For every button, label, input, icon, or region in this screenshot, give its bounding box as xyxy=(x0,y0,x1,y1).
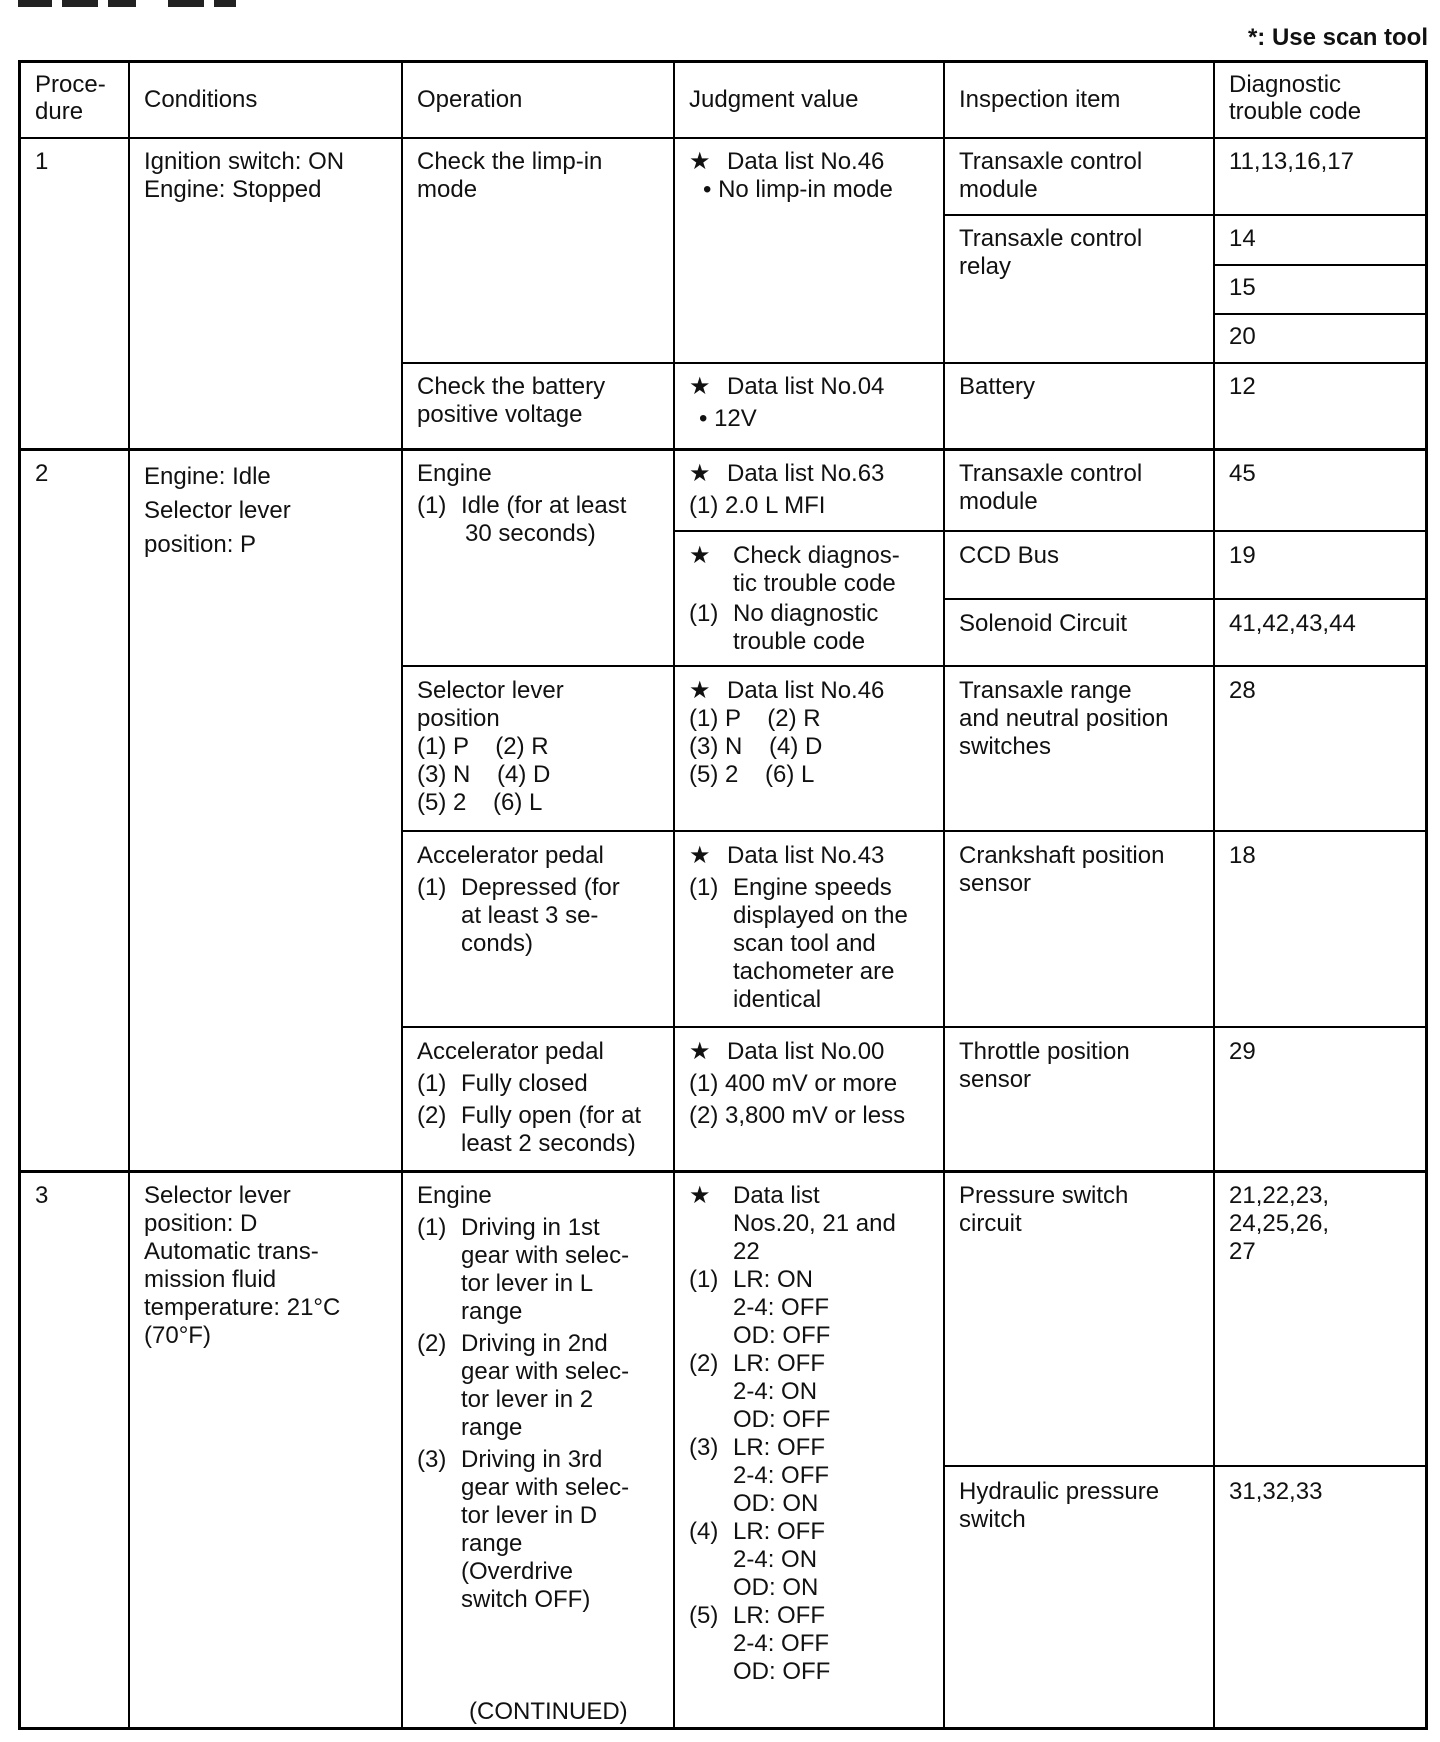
star-icon: ★ xyxy=(689,842,711,869)
procedure-2-operation-accel-depressed: Accelerator pedal (1) Depressed (for at least 3 se- conds) xyxy=(417,842,620,957)
procedure-2-inspection-solenoid: Solenoid Circuit xyxy=(959,610,1128,637)
procedure-2-operation-accel-closed-open: Accelerator pedal (1) Fully closed (2) Fully open (for at least 2 seconds) xyxy=(417,1038,642,1157)
procedure-1-inspection-tcm: Transaxle control module xyxy=(959,148,1143,203)
procedure-2-inspection-range-switch: Transaxle range and neutral position switches xyxy=(959,677,1169,760)
procedure-2-conditions: Engine: Idle Selector lever position: P xyxy=(144,463,291,558)
procedure-2-dtc-range-switch: 28 xyxy=(1229,677,1256,704)
procedure-2-dtc-solenoid: 41,42,43,44 xyxy=(1229,610,1356,637)
procedure-2-judgment-throttle: ★ Data list No.00 (1) 400 mV or more (2) 3,800 mV or less xyxy=(689,1038,906,1129)
procedure-2-inspection-throttle: Throttle position sensor xyxy=(959,1038,1130,1093)
procedure-3-operation-driving: Engine (1) Driving in 1st gear with selec- tor lever in L range (2) Driving in 2nd gear with selec- tor lever in 2 range (3) Driving in 3rd gear with selec- tor lever in D range (Overdrive switch OFF) xyxy=(417,1182,630,1613)
header-judgment-value: Judgment value xyxy=(689,86,859,113)
procedure-2-judgment-engine-speed: ★ Data list No.43 (1) Engine speeds displayed on the scan tool and tachometer are identical xyxy=(689,842,908,1013)
procedure-2-judgment-engine-idle: ★ Data list No.63 (1) 2.0 L MFI xyxy=(689,460,885,519)
procedure-1-dtc-relay-14: 14 xyxy=(1229,225,1256,252)
procedure-1-number: 1 xyxy=(35,148,49,175)
procedure-2-judgment-check-dtc: ★ Check diagnos- tic trouble code (1) No diagnostic trouble code xyxy=(689,542,900,655)
procedure-1-inspection-battery: Battery xyxy=(959,373,1036,400)
procedure-3-number: 3 xyxy=(35,1182,49,1209)
procedure-1-dtc-tcm: 11,13,16,17 xyxy=(1229,148,1355,175)
procedure-3-inspection-hydraulic-pressure-switch: Hydraulic pressure switch xyxy=(959,1478,1160,1533)
star-icon: ★ xyxy=(689,677,711,704)
header-conditions: Conditions xyxy=(144,86,258,113)
star-icon: ★ xyxy=(689,542,711,569)
procedure-1-dtc-relay-15: 15 xyxy=(1229,274,1256,301)
procedure-2-inspection-crankshaft: Crankshaft position sensor xyxy=(959,842,1165,897)
procedure-1-conditions: Ignition switch: ON Engine: Stopped xyxy=(144,148,345,203)
header-inspection-item: Inspection item xyxy=(959,86,1121,113)
procedure-2-inspection-tcm: Transaxle control module xyxy=(959,460,1143,515)
procedure-3-conditions: Selector lever position: D Automatic trans- mission fluid temperature: 21°C (70°F) xyxy=(144,1182,341,1349)
star-icon: ★ xyxy=(689,373,711,400)
procedure-1-judgment-battery: ★ Data list No.04 • 12V xyxy=(689,373,885,432)
header-dtc: Diagnostic trouble code xyxy=(1229,71,1362,125)
cropped-heading-fragment xyxy=(18,0,218,10)
star-icon: ★ xyxy=(689,148,711,175)
procedure-2-operation-engine-idle: Engine (1) Idle (for at least 30 seconds) xyxy=(417,460,627,547)
procedure-2-judgment-selector-lever: ★ Data list No.46 (1) P (2) R (3) N (4) D (5) 2 (6) L xyxy=(689,677,885,788)
procedure-2-number: 2 xyxy=(35,460,49,487)
procedure-3-inspection-pressure-switch-circuit: Pressure switch circuit xyxy=(959,1182,1129,1237)
procedure-3-dtc-pressure-switch-circuit: 21,22,23, 24,25,26, 27 xyxy=(1229,1182,1330,1265)
procedure-1-judgment-limp-in: ★ Data list No.46 • No limp-in mode xyxy=(689,148,893,203)
header-procedure: Proce- dure xyxy=(35,71,106,125)
procedure-1-operation-battery: Check the battery positive voltage xyxy=(417,373,606,428)
star-icon: ★ xyxy=(689,1038,711,1065)
procedure-2-dtc-crankshaft: 18 xyxy=(1229,842,1256,869)
procedure-3-dtc-hydraulic-pressure-switch: 31,32,33 xyxy=(1229,1478,1323,1505)
procedure-3-judgment-switch-states: ★ Data list Nos.20, 21 and 22 (1) LR: ON 2-4: OFF OD: OFF (2) LR: OFF 2-4: ON OD: OFF (3) LR: OFF 2-4: OFF OD: ON (4) LR: OFF 2-4: ON OD: ON (5) LR: OFF 2-4: OFF OD: OFF xyxy=(689,1182,896,1685)
continued-label: (CONTINUED) xyxy=(469,1698,628,1725)
procedure-1-dtc-relay-20: 20 xyxy=(1229,323,1256,350)
procedure-2-dtc-ccd-bus: 19 xyxy=(1229,542,1256,569)
procedure-2-dtc-throttle: 29 xyxy=(1229,1038,1256,1065)
procedure-1-operation-limp-in: Check the limp-in mode xyxy=(417,148,603,203)
scan-tool-note: *: Use scan tool xyxy=(1247,24,1428,51)
header-operation: Operation xyxy=(417,86,523,113)
procedure-2-dtc-tcm: 45 xyxy=(1229,460,1256,487)
star-icon: ★ xyxy=(689,460,711,487)
procedure-2-inspection-ccd-bus: CCD Bus xyxy=(959,542,1060,569)
procedure-1-dtc-battery: 12 xyxy=(1229,373,1256,400)
procedure-1-inspection-relay: Transaxle control relay xyxy=(959,225,1143,280)
star-icon: ★ xyxy=(689,1182,711,1209)
procedure-2-operation-selector-lever: Selector lever position (1) P (2) R (3) N (4) D (5) 2 (6) L xyxy=(417,677,564,816)
